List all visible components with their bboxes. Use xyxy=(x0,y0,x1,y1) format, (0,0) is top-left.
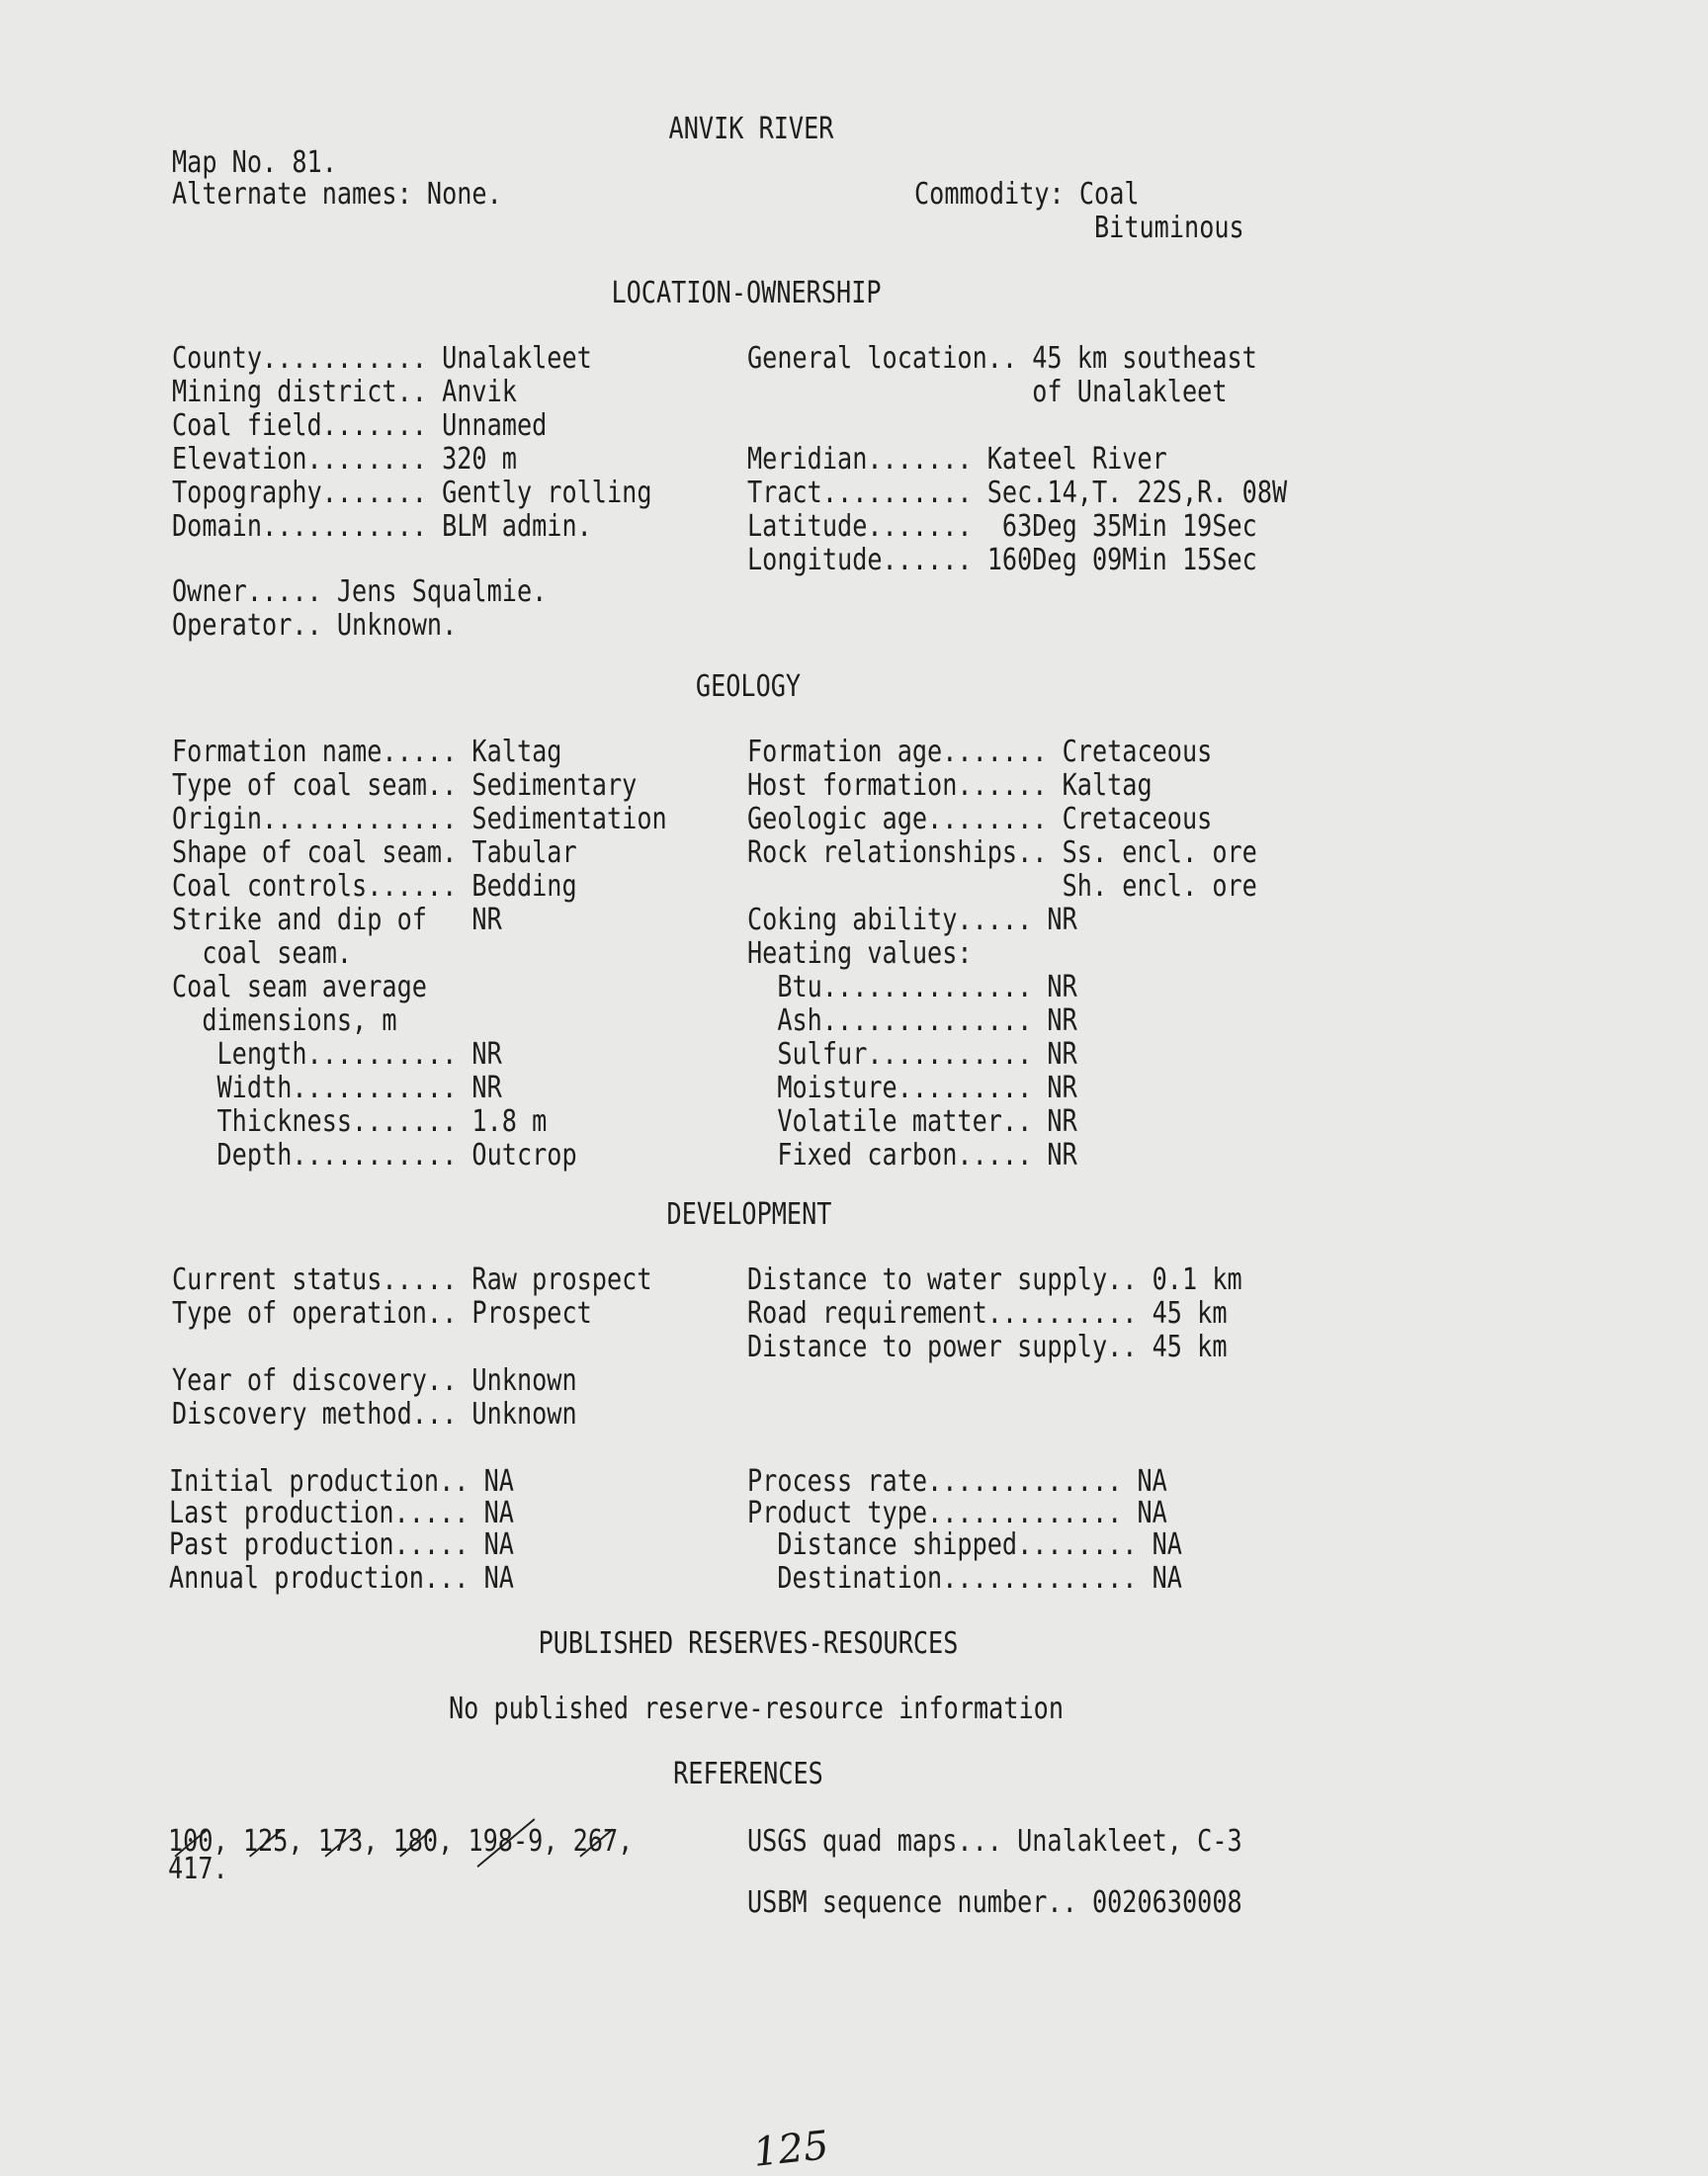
geology-heading: GEOLOGY xyxy=(695,669,802,704)
struck-reference: 173 xyxy=(317,1824,364,1859)
location-field: Latitude....... 63Deg 35Min 19Sec xyxy=(747,509,1257,544)
geology-field: Heating values: xyxy=(747,936,973,971)
geology-field: Formation name..... Kaltag xyxy=(172,735,562,769)
geology-field: Coking ability..... NR xyxy=(747,903,1077,937)
location-field: Mining district.. Anvik xyxy=(172,375,517,409)
development-field: Type of operation.. Prospect xyxy=(172,1296,592,1331)
location-field: Longitude...... 160Deg 09Min 15Sec xyxy=(747,543,1257,577)
struck-reference: 267 xyxy=(572,1824,619,1859)
map-number: Map No. 81. xyxy=(172,145,337,180)
alternate-names: Alternate names: None. xyxy=(172,177,502,212)
reserves-text: No published reserve-resource information xyxy=(448,1692,1065,1726)
geology-field: Geologic age........ Cretaceous xyxy=(747,802,1213,836)
geology-field: Fixed carbon..... NR xyxy=(747,1138,1077,1173)
development-field: Distance to power supply.. 45 km xyxy=(747,1330,1228,1364)
geology-field: Ash.............. NR xyxy=(747,1003,1077,1038)
commodity: Commodity: Coal xyxy=(914,177,1140,212)
production-field: Past production..... NA xyxy=(169,1527,514,1562)
geology-field: Btu.............. NR xyxy=(747,970,1077,1004)
usbm-sequence-number: USBM sequence number.. 0020630008 xyxy=(747,1885,1242,1920)
geology-field: Origin............. Sedimentation xyxy=(172,802,667,836)
geology-field: Moisture......... NR xyxy=(747,1071,1077,1105)
struck-reference: 100 xyxy=(168,1824,214,1859)
location-field: of Unalakleet xyxy=(747,375,1228,409)
development-field: Current status..... Raw prospect xyxy=(172,1262,652,1297)
geology-field: Coal controls...... Bedding xyxy=(172,869,577,904)
operator: Operator.. Unknown. xyxy=(172,608,458,643)
location-field: County........... Unalakleet xyxy=(172,341,592,376)
geology-field: Coal seam average xyxy=(172,970,427,1004)
commodity-type: Bituminous xyxy=(1094,211,1244,245)
development-field: Year of discovery.. Unknown xyxy=(172,1363,577,1398)
location-field: Elevation........ 320 m xyxy=(172,442,517,477)
production-field: Annual production... NA xyxy=(169,1561,514,1596)
location-field: Meridian....... Kateel River xyxy=(747,442,1167,477)
geology-field: Type of coal seam.. Sedimentary xyxy=(172,768,638,803)
production-field: Product type............. NA xyxy=(747,1496,1167,1530)
geology-field: Strike and dip of NR xyxy=(172,903,502,937)
references-heading: REFERENCES xyxy=(673,1757,823,1791)
geology-field: coal seam. xyxy=(172,936,353,971)
development-heading: DEVELOPMENT xyxy=(666,1197,832,1232)
development-field: Discovery method... Unknown xyxy=(172,1397,577,1432)
geology-field: Length.......... NR xyxy=(172,1037,502,1072)
location-field: Topography....... Gently rolling xyxy=(172,476,652,510)
location-field: Tract.......... Sec.14,T. 22S,R. 08W xyxy=(747,476,1288,510)
geology-field: Sh. encl. ore xyxy=(747,869,1257,904)
geology-field: Sulfur........... NR xyxy=(747,1037,1077,1072)
production-field: Process rate............. NA xyxy=(747,1464,1167,1499)
struck-reference: 180 xyxy=(392,1824,439,1859)
reference-list: 100, 125, 173, 180, 198-9, 267, xyxy=(168,1824,634,1859)
geology-field: Volatile matter.. NR xyxy=(747,1104,1077,1139)
struck-reference: 198-9 xyxy=(468,1824,544,1859)
document-title: ANVIK RIVER xyxy=(668,112,834,146)
location-field: Coal field....... Unnamed xyxy=(172,408,548,443)
reference-item: 417. xyxy=(168,1852,228,1886)
production-field: Distance shipped........ NA xyxy=(747,1527,1182,1562)
struck-reference: 125 xyxy=(242,1824,289,1859)
location-field: General location.. 45 km southeast xyxy=(747,341,1257,376)
geology-field: Thickness....... 1.8 m xyxy=(172,1104,548,1139)
geology-field: Formation age....... Cretaceous xyxy=(747,735,1213,769)
geology-field: Shape of coal seam. Tabular xyxy=(172,835,577,870)
location-field: Domain........... BLM admin. xyxy=(172,509,592,544)
location-ownership-heading: LOCATION-OWNERSHIP xyxy=(611,276,882,310)
geology-field: Rock relationships.. Ss. encl. ore xyxy=(747,835,1257,870)
geology-field: dimensions, m xyxy=(172,1003,397,1038)
page-number: 125 xyxy=(750,2123,831,2176)
geology-field: Host formation...... Kaltag xyxy=(747,768,1153,803)
usgs-quad-maps: USGS quad maps... Unalakleet, C-3 xyxy=(747,1824,1242,1859)
production-field: Initial production.. NA xyxy=(169,1464,514,1499)
production-field: Last production..... NA xyxy=(169,1496,514,1530)
reserves-heading: PUBLISHED RESERVES-RESOURCES xyxy=(538,1626,959,1661)
geology-field: Width........... NR xyxy=(172,1071,502,1105)
development-field: Distance to water supply.. 0.1 km xyxy=(747,1262,1242,1297)
geology-field: Depth........... Outcrop xyxy=(172,1138,577,1173)
owner: Owner..... Jens Squalmie. xyxy=(172,574,548,609)
development-field: Road requirement.......... 45 km xyxy=(747,1296,1228,1331)
production-field: Destination............. NA xyxy=(747,1561,1182,1596)
